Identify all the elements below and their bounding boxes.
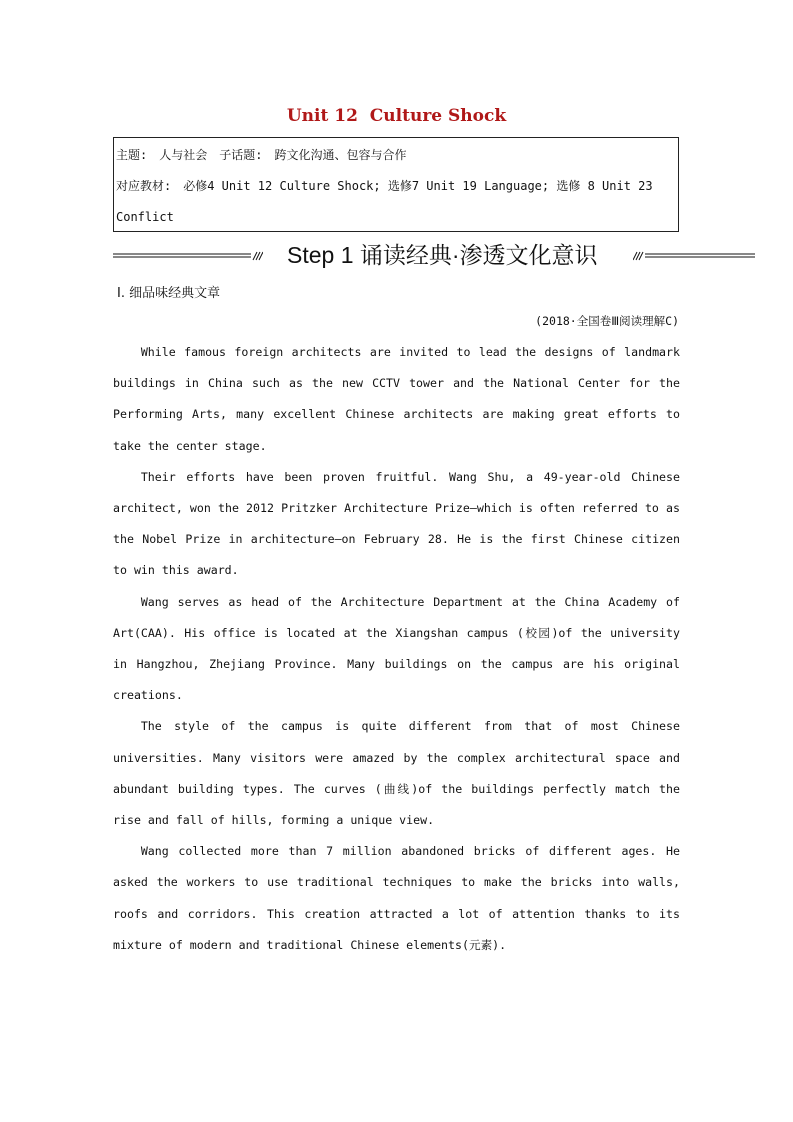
section-heading: Ⅰ. 细品味经典文章 [117, 286, 221, 301]
passage-paragraph: The style of the campus is quite different from that of most Chinese universities. Many visitors were amazed by the complex architectural space and abundant building types. The curves (曲线)of the buildings perfectly match the rise and fall of hills, forming a unique view. [113, 719, 680, 828]
subtopic-value: 跨文化沟通、包容与合作 [274, 148, 407, 162]
passage-paragraph: Their efforts have been proven fruitful. Wang Shu, a 49-year-old Chinese architect, won the 2012 Pritzker Architecture Prize—which is often referred to as the Nobel Prize in architecture—on February 28. He is the first Chinese citizen to win this award. [113, 469, 680, 578]
step-banner [113, 240, 793, 272]
theme-line [116, 140, 676, 171]
source-citation: (2018·全国卷Ⅲ阅读理解C) [535, 314, 679, 328]
reading-passage [113, 337, 680, 961]
left-divider-ornament [113, 251, 263, 261]
step-heading: Step 1 诵读经典·渗透文化意识 [287, 242, 598, 268]
subtopic-label: 子话题: [219, 148, 263, 162]
textbook-label: 对应教材: [116, 179, 172, 193]
passage-paragraph: Wang serves as head of the Architecture Department at the China Academy of Art(CAA). His office is located at the Xiangshan campus (校园)of the university in Hangzhou, Zhejiang Province. Many buildings on the campus are his original creations. [113, 594, 680, 703]
passage-paragraph: Wang collected more than 7 million abandoned bricks of different ages. He asked the workers to use traditional techniques to make the bricks into walls, roofs and corridors. This creation attracted a lot of attention thanks to its mixture of modern and traditional Chinese elements(元素). [113, 844, 680, 952]
topic-info-box [113, 137, 679, 232]
right-divider-ornament [633, 251, 755, 261]
unit-title: Unit 12 Culture Shock [286, 106, 507, 126]
textbook-line [116, 171, 676, 233]
textbook-value: 必修4 Unit 12 Culture Shock; 选修7 Unit 19 Language; 选修 8 Unit 23 Conflict [116, 179, 653, 224]
theme-value: 人与社会 [159, 148, 208, 162]
theme-label: 主题: [116, 148, 148, 162]
passage-paragraph: While famous foreign architects are invited to lead the designs of landmark buildings in China such as the new CCTV tower and the National Center for the Performing Arts, many excellent Chinese architects are making great efforts to take the center stage. [113, 345, 680, 453]
